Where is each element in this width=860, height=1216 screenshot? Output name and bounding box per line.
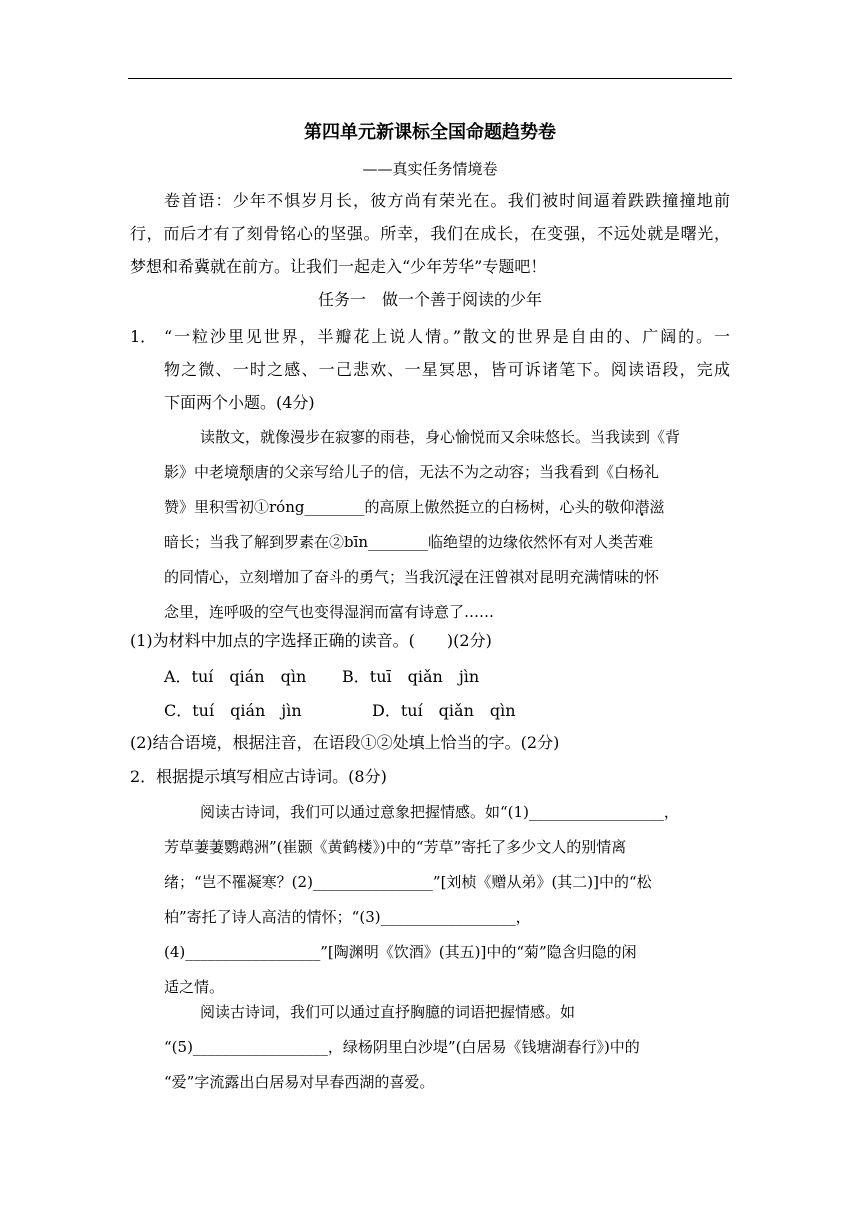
poetry-line: 柏”寄托了诗人高洁的情怀；“(3)__________________，	[164, 908, 531, 926]
poetry-line: “爱”字流露出白居易对早春西湖的喜爱。	[164, 1073, 435, 1091]
stem-line: “一粒沙里见世界，半瓣花上说人情。”散文的世界是自由的、广阔的。一	[164, 327, 730, 346]
passage-text: 唐的父亲写给儿子的信，无法不为之动容；当我看到《白杨礼	[254, 463, 660, 481]
passage-text: 的同情心，立刻增加了奋斗的勇气；当我沉	[164, 568, 450, 586]
poetry-line: 阅读古诗词，我们可以通过意象把握情感。如“(1)__________________，	[200, 803, 679, 821]
poetry-line: (4)__________________”[陶渊明《饮酒》(其五)]中的“菊”隐含归隐的闲	[164, 943, 637, 961]
question-1-stem	[164, 320, 730, 419]
page-subtitle: ——真实任务情境卷	[362, 160, 498, 178]
intro-paragraph	[130, 184, 730, 283]
dotted-character: 颓	[239, 463, 255, 481]
poetry-paragraph-2	[164, 995, 730, 1100]
question-number: 1．	[130, 327, 157, 346]
poetry-line: 适之情。	[164, 978, 225, 996]
intro-line: 卷首语：少年不惧岁月长，彼方尚有荣光在。我们被时间逼着跌跌撞撞地前	[164, 191, 730, 210]
stem-line: 物之微、一时之感、一己悲欢、一星冥思，皆可诉诸笔下。阅读语段，完成	[164, 360, 730, 379]
option-b[interactable]: B．tuī qiǎn jìn	[342, 667, 480, 686]
intro-line: 行，而后才有了刻骨铭心的坚强。所幸，我们在成长，在变强，不远处就是曙光，	[130, 224, 730, 243]
passage-line	[164, 560, 730, 595]
passage-text: 在汪曾祺对昆明充满情味的怀	[464, 568, 660, 586]
dotted-character: 潜	[634, 498, 650, 516]
passage-text: 赞》里积雪初①róng________的高原上傲然挺立的白杨树，心头的敬仰	[164, 498, 635, 516]
task-heading: 任务一 做一个善于阅读的少年	[317, 290, 542, 309]
option-a[interactable]: A．tuí qián qìn	[164, 667, 307, 686]
option-d[interactable]: D．tuí qiǎn qìn	[372, 701, 516, 720]
intro-line: 梦想和希冀就在前方。让我们一起走入“少年芳华”专题吧！	[130, 257, 547, 276]
passage-line	[164, 455, 730, 490]
passage-line: 念里，连呼吸的空气也变得湿润而富有诗意了……	[164, 603, 495, 621]
sub-question-1: (1)为材料中加点的字选择正确的读音。( )(2分)	[130, 631, 492, 650]
poetry-line: 芳草萋萋鹦鹉洲”(崔颢《黄鹤楼》)中的“芳草”寄托了多少文人的别情离	[164, 838, 627, 856]
option-c[interactable]: C．tuí qián jìn	[164, 701, 302, 720]
question-2-title: 2．根据提示填写相应古诗词。(8分)	[130, 767, 387, 786]
header-rule	[128, 78, 732, 79]
passage-line: 暗长；当我了解到罗素在②bīn________临绝望的边缘依然怀有对人类苦难	[164, 533, 654, 551]
reading-passage	[164, 420, 730, 630]
stem-line: 下面两个小题。(4分)	[164, 393, 315, 412]
sub-question-2: (2)结合语境，根据注音，在语段①②处填上恰当的字。(2分)	[130, 733, 560, 752]
passage-text: 影》中老境	[164, 463, 240, 481]
passage-line	[164, 490, 730, 525]
poetry-paragraph-1	[164, 795, 730, 1005]
page-title: 第四单元新课标全国命题趋势卷	[304, 122, 556, 143]
dotted-character: 浸	[449, 568, 465, 586]
passage-line: 读散文，就像漫步在寂寥的雨巷，身心愉悦而又余味悠长。当我读到《背	[200, 428, 681, 446]
poetry-line: “(5)__________________，绿杨阴里白沙堤”(白居易《钱塘湖春行》)中的	[164, 1038, 640, 1056]
poetry-line: 阅读古诗词，我们可以通过直抒胸臆的词语把握情感。如	[200, 1003, 576, 1021]
passage-text: 滋	[649, 498, 665, 516]
poetry-line: 绪；“岂不罹凝寒？(2)________________”[刘桢《赠从弟》(其二)]中的“松	[164, 873, 652, 891]
